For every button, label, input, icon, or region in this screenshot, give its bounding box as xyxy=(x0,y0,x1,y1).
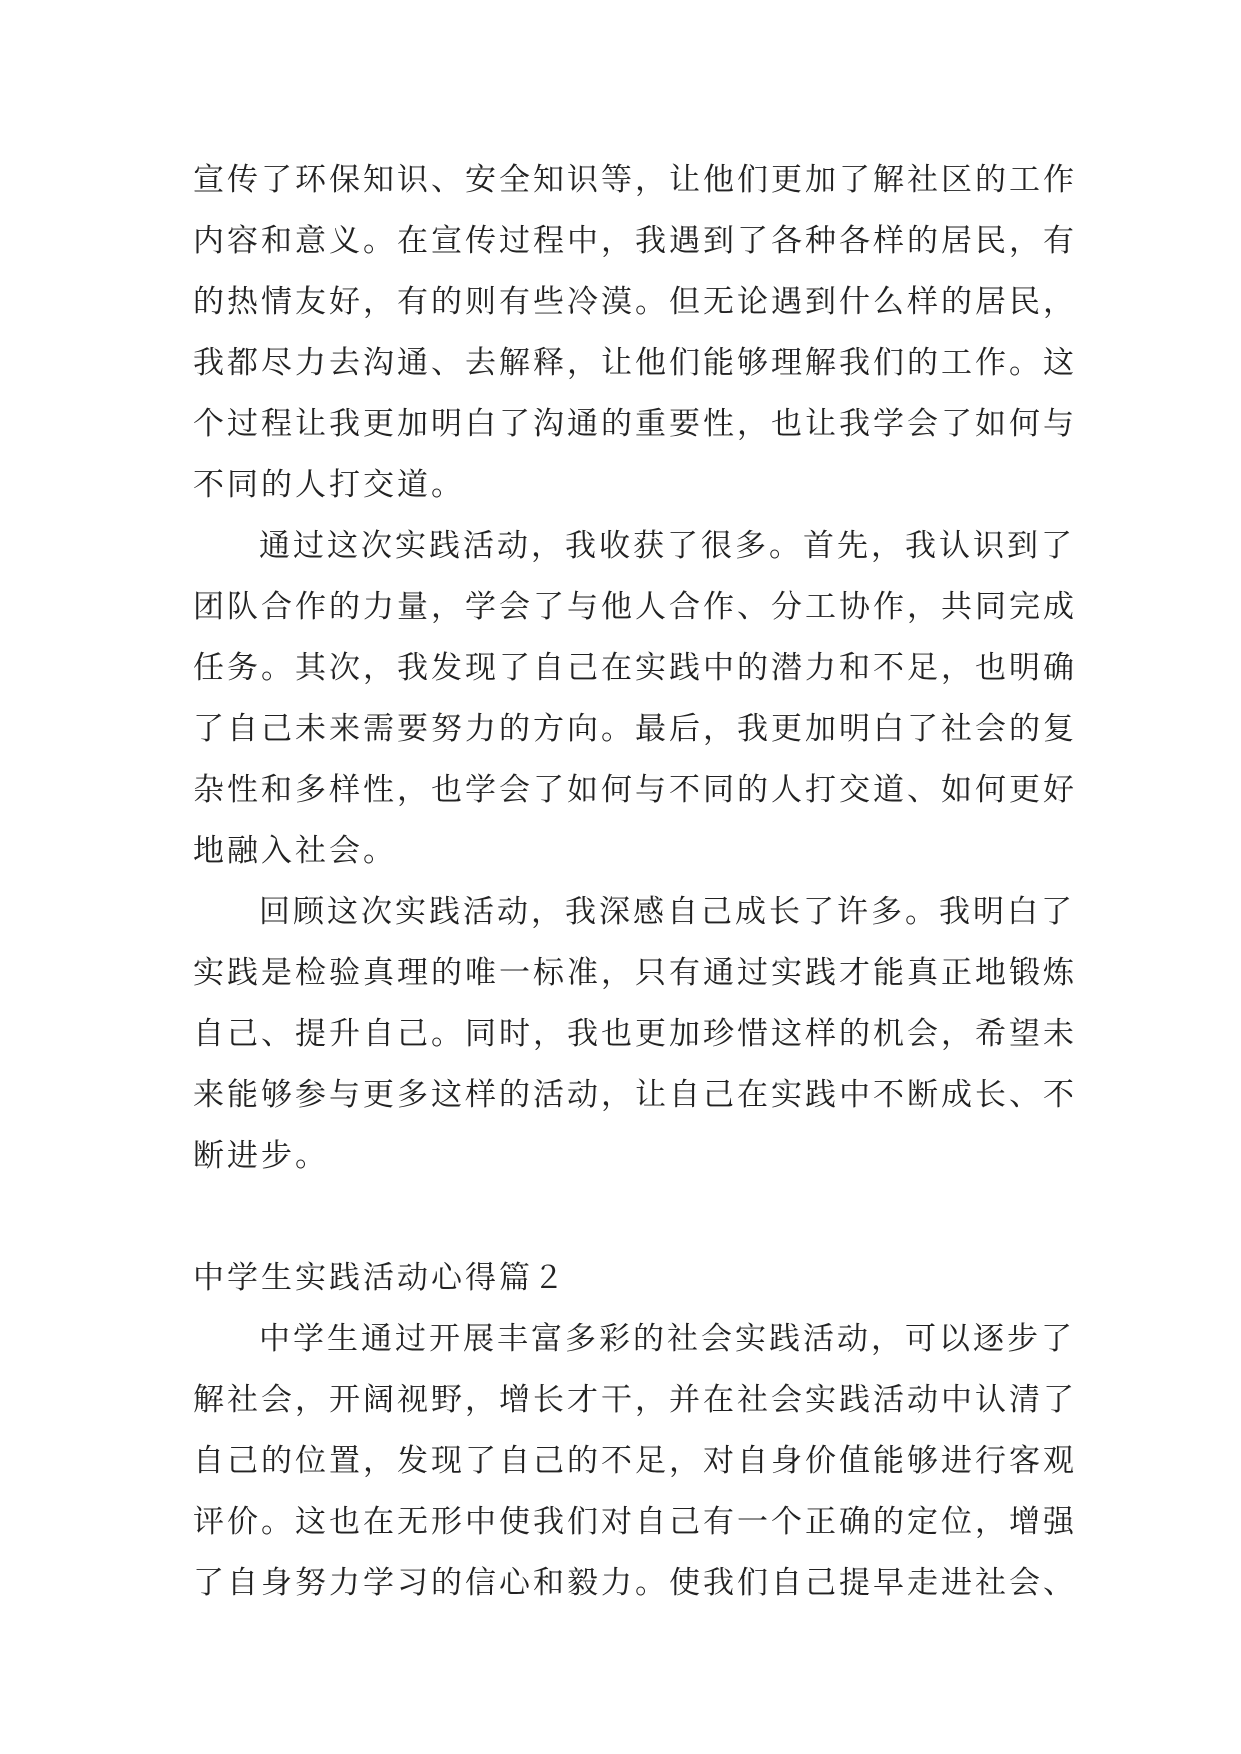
text-line: 自己的位置，发现了自己的不足，对自身价值能够进行客观 xyxy=(193,1443,1077,1479)
text-line: 我都尽力去沟通、去解释，让他们能够理解我们的工作。这 xyxy=(193,345,1077,381)
text-line: 杂性和多样性，也学会了如何与不同的人打交道、如何更好 xyxy=(193,772,1077,808)
text-line: 了自己未来需要努力的方向。最后，我更加明白了社会的复 xyxy=(193,711,1077,747)
text-line: 的热情友好，有的则有些冷漠。但无论遇到什么样的居民， xyxy=(193,284,1077,320)
body-text xyxy=(193,150,1093,1614)
text-line: 不同的人打交道。 xyxy=(193,467,465,503)
text-line: 回顾这次实践活动，我深感自己成长了许多。我明白了 xyxy=(259,894,1075,930)
text-line: 来能够参与更多这样的活动，让自己在实践中不断成长、不 xyxy=(193,1077,1077,1113)
text-line: 内容和意义。在宣传过程中，我遇到了各种各样的居民，有 xyxy=(193,223,1077,259)
text-line: 任务。其次，我发现了自己在实践中的潜力和不足，也明确 xyxy=(193,650,1077,686)
text-line: 地融入社会。 xyxy=(193,833,397,869)
text-line: 解社会，开阔视野，增长才干，并在社会实践活动中认清了 xyxy=(193,1382,1077,1418)
text-line: 宣传了环保知识、安全知识等，让他们更加了解社区的工作 xyxy=(193,162,1077,198)
text-line: 团队合作的力量，学会了与他人合作、分工协作，共同完成 xyxy=(193,589,1077,625)
text-line: 通过这次实践活动，我收获了很多。首先，我认识到了 xyxy=(259,528,1075,564)
section-heading: 中学生实践活动心得篇２ xyxy=(193,1260,567,1296)
text-line: 自己、提升自己。同时，我也更加珍惜这样的机会，希望未 xyxy=(193,1016,1077,1052)
text-line: 个过程让我更加明白了沟通的重要性，也让我学会了如何与 xyxy=(193,406,1077,442)
text-line: 断进步。 xyxy=(193,1138,329,1174)
text-line: 了自身努力学习的信心和毅力。使我们自己提早走进社会、 xyxy=(193,1565,1077,1601)
text-line: 中学生通过开展丰富多彩的社会实践活动，可以逐步了 xyxy=(259,1321,1075,1357)
text-line: 评价。这也在无形中使我们对自己有一个正确的定位，增强 xyxy=(193,1504,1077,1540)
text-line: 实践是检验真理的唯一标准，只有通过实践才能真正地锻炼 xyxy=(193,955,1077,991)
